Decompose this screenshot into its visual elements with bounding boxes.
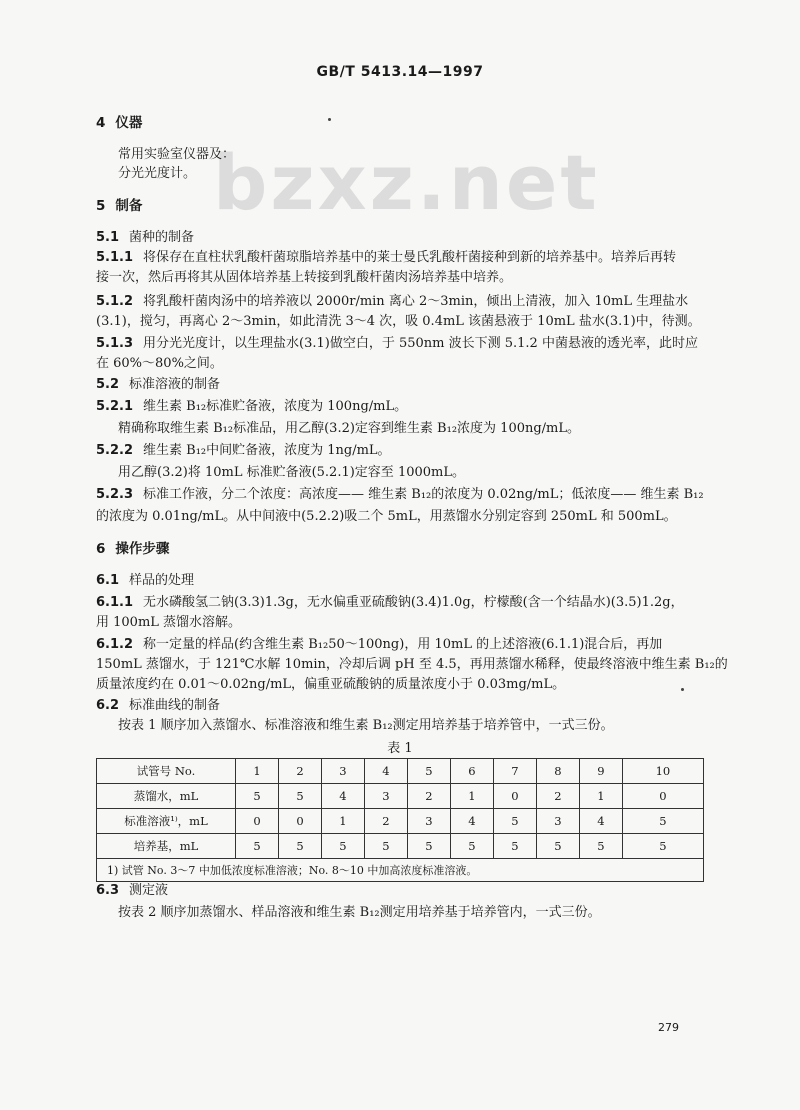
section-number: 5.1.2 [96, 294, 134, 309]
line-text: 称一定量的样品(约含维生素 B₁₂50～100ng)，用 10mL 的上述溶液(6.1.1)混合后，再加 [143, 637, 663, 652]
section-number: 5.1 [96, 230, 120, 245]
text-line [96, 635, 662, 655]
line-text: 操作步骤 [115, 541, 170, 557]
line-text: 按表 2 顺序加蒸馏水、样品溶液和维生素 B₁₂测定用培养基于培养管内，一式三份。 [118, 905, 601, 920]
section-number: 5.1.1 [96, 250, 134, 265]
line-text: 将保存在直柱状乳酸杆菌琼脂培养基中的莱士曼氏乳酸杆菌接种到新的培养基中。培养后再转 [143, 250, 677, 265]
line-text: 在 60%～80%之间。 [96, 356, 223, 371]
text-line [96, 292, 688, 312]
table-cell: 1 [236, 759, 279, 784]
row-header-cell: 标准溶液¹⁾，mL [97, 809, 236, 834]
line-text: 用 100mL 蒸馏水溶解。 [96, 615, 242, 630]
section-number: 5.2.1 [96, 399, 134, 414]
table-cell: 4 [321, 784, 364, 809]
table-row [97, 784, 704, 809]
table-cell: 5 [236, 834, 279, 859]
page-number: 279 [658, 1021, 679, 1034]
line-text: 将乳酸杆菌肉汤中的培养液以 2000r/min 离心 2～3min，倾出上清液，加入 10mL 生理盐水 [143, 294, 689, 309]
table-cell: 5 [407, 759, 450, 784]
section-number: 5 [96, 198, 106, 214]
table-cell: 5 [493, 809, 536, 834]
line-text: 按表 1 顺序加入蒸馏水、标准溶液和维生素 B₁₂测定用培养基于培养管中，一式三份。 [118, 718, 614, 733]
table-cell: 1 [579, 784, 622, 809]
line-text: 分光光度计。 [118, 166, 197, 181]
line-text: 接一次，然后再将其从固体培养基上转接到乳酸杆菌肉汤培养基中培养。 [96, 270, 513, 285]
text-line [96, 539, 169, 559]
line-text: 菌种的制备 [129, 230, 195, 245]
table-cell: 2 [407, 784, 450, 809]
table-cell: 5 [278, 784, 321, 809]
text-line [96, 354, 223, 374]
table-row [97, 809, 704, 834]
table-cell: 5 [450, 834, 493, 859]
table-cell: 4 [364, 759, 407, 784]
text-line [96, 613, 241, 633]
scan-speck [328, 118, 331, 121]
row-header-cell: 试管号 No. [97, 759, 236, 784]
table-cell: 5 [622, 809, 703, 834]
table-cell: 5 [536, 834, 579, 859]
table-cell: 5 [236, 784, 279, 809]
text-line [96, 268, 512, 288]
text-line [96, 485, 704, 505]
table-cell: 2 [364, 809, 407, 834]
text-line [96, 375, 220, 395]
table-cell: 0 [493, 784, 536, 809]
table-cell: 4 [450, 809, 493, 834]
text-line [96, 593, 684, 613]
section-number: 6.1.1 [96, 595, 134, 610]
table-cell: 0 [236, 809, 279, 834]
section-number: 4 [96, 115, 106, 131]
table-cell: 0 [622, 784, 703, 809]
table-cell: 5 [493, 834, 536, 859]
section-number: 6.2 [96, 698, 120, 713]
section-number: 5.2 [96, 377, 120, 392]
section-number: 5.1.3 [96, 336, 134, 351]
line-text: 标准曲线的制备 [129, 698, 221, 713]
line-text: 维生素 B₁₂标准贮备液，浓度为 100ng/mL。 [143, 399, 408, 414]
table-cell: 0 [278, 809, 321, 834]
text-line [118, 419, 580, 439]
table-cell: 1 [450, 784, 493, 809]
table-footnote: 1) 试管 No. 3～7 中加低浓度标准溶液；No. 8～10 中加高浓度标准溶液。 [97, 859, 704, 882]
table-cell: 5 [622, 834, 703, 859]
text-line [96, 441, 391, 461]
table-cell: 5 [278, 834, 321, 859]
text-line [96, 248, 676, 268]
table-cell: 5 [364, 834, 407, 859]
line-text: 质量浓度约在 0.01～0.02ng/mL，偏重亚硫酸钠的质量浓度小于 0.03mg/mL。 [96, 677, 566, 692]
text-line [96, 675, 565, 695]
text-line [96, 113, 142, 133]
data-table [96, 758, 704, 882]
section-number: 6.1.2 [96, 637, 134, 652]
line-text: 的浓度为 0.01ng/mL。从中间液中(5.2.2)吸二个 5mL，用蒸馏水分别定容到 250mL 和 500mL。 [96, 509, 677, 524]
text-line [96, 228, 194, 248]
table-cell: 2 [536, 784, 579, 809]
row-header-cell: 培养基，mL [97, 834, 236, 859]
text-line [96, 881, 168, 901]
text-line [96, 312, 701, 332]
table-cell: 3 [407, 809, 450, 834]
table-header-row [97, 759, 704, 784]
row-header-cell: 蒸馏水，mL [97, 784, 236, 809]
line-text: 无水磷酸氢二钠(3.3)1.3g，无水偏重亚硫酸钠(3.4)1.0g，柠檬酸(含一个结晶水)(3.5)1.2g， [143, 595, 684, 610]
table-cell: 8 [536, 759, 579, 784]
section-number: 6.3 [96, 883, 120, 898]
section-number: 5.2.3 [96, 487, 134, 502]
table-cell: 3 [536, 809, 579, 834]
line-text: 常用实验室仪器及： [118, 147, 236, 162]
line-text: 仪器 [115, 115, 143, 131]
table-cell: 3 [364, 784, 407, 809]
table-cell: 3 [321, 759, 364, 784]
table-cell: 2 [278, 759, 321, 784]
text-line [96, 507, 677, 527]
text-line [118, 164, 196, 184]
line-text: 标准工作液，分二个浓度：高浓度—— 维生素 B₁₂的浓度为 0.02ng/mL；低浓度—— 维生素 B₁₂ [143, 487, 704, 502]
line-text: 用乙醇(3.2)将 10mL 标准贮备液(5.2.1)定容至 1000mL。 [118, 465, 465, 480]
text-line [118, 716, 614, 736]
table-cell: 5 [579, 834, 622, 859]
text-line [96, 696, 220, 716]
watermark-text: bzxz.net [213, 138, 600, 227]
text-line [118, 145, 235, 165]
table-cell: 5 [321, 834, 364, 859]
line-text: 维生素 B₁₂中间贮备液，浓度为 1ng/mL。 [143, 443, 391, 458]
line-text: (3.1)，搅匀，再离心 2～3min，如此清洗 3～4 次，吸 0.4mL 该菌悬液于 10mL 盐水(3.1)中，待测。 [96, 314, 701, 329]
text-line [118, 903, 601, 923]
text-line [118, 463, 465, 483]
text-line [96, 196, 142, 216]
text-line [96, 334, 698, 354]
line-text: 测定液 [129, 883, 169, 898]
section-number: 6.1 [96, 573, 120, 588]
text-line [96, 397, 407, 417]
standard-header: GB/T 5413.14—1997 [316, 64, 484, 80]
table-cell: 9 [579, 759, 622, 784]
section-number: 5.2.2 [96, 443, 134, 458]
line-text: 制备 [115, 198, 143, 214]
table-cell: 10 [622, 759, 703, 784]
line-text: 用分光光度计，以生理盐水(3.1)做空白，于 550nm 波长下测 5.1.2 中菌悬液的透光率，此时应 [143, 336, 698, 351]
line-text: 标准溶液的制备 [129, 377, 221, 392]
section-number: 6 [96, 541, 106, 557]
table-cell: 6 [450, 759, 493, 784]
table-title: 表 1 [387, 741, 413, 756]
table-cell: 7 [493, 759, 536, 784]
scan-speck [681, 688, 684, 691]
table-row [97, 834, 704, 859]
table-cell: 5 [407, 834, 450, 859]
table-cell: 1 [321, 809, 364, 834]
line-text: 样品的处理 [129, 573, 195, 588]
line-text: 精确称取维生素 B₁₂标准品，用乙醇(3.2)定容到维生素 B₁₂浓度为 100ng/mL。 [118, 421, 581, 436]
table-note-row [97, 859, 704, 882]
text-line [96, 655, 728, 675]
table-cell: 4 [579, 809, 622, 834]
text-line [96, 571, 194, 591]
line-text: 150mL 蒸馏水，于 121℃水解 10min，冷却后调 pH 至 4.5，再用蒸馏水稀释，使最终溶液中维生素 B₁₂的 [96, 657, 728, 672]
